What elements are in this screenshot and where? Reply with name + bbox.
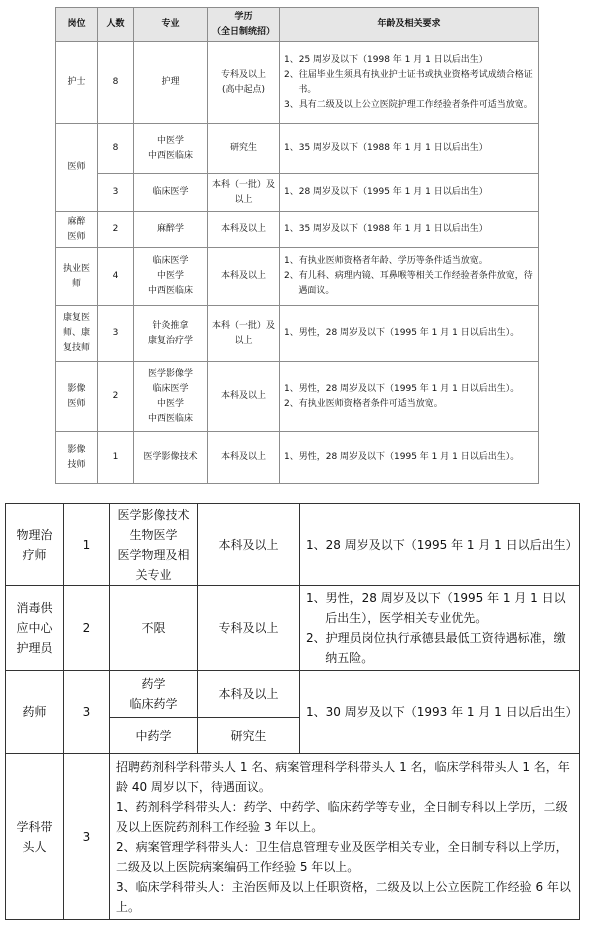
- table-row: [56, 248, 539, 306]
- table-row: [6, 671, 580, 718]
- education-cell: 本科及以上: [198, 504, 300, 586]
- header-major: 专业: [134, 8, 208, 42]
- position-cell: 影像 技师: [56, 432, 98, 484]
- recruitment-table-upper: [55, 7, 539, 484]
- table-row: [6, 754, 580, 920]
- position-cell: 消毒供 应中心 护理员: [6, 586, 64, 671]
- requirements-cell: 招聘药剂科学科带头人 1 名、病案管理科学科带头人 1 名，临床学科带头人 1 名，年龄 40 周岁以下，待遇面议。 1、药剂科学科带头人：药学、中药学、临床药学等专业，全日制专科以上学历，二级及以上医院药剂科工作经验 3 年以上。 2、病案管理学科带头人：卫生信息管理专业及医学相关专业，全日制专科以上学历，二级及以上医院病案编码工作经验 5 年以上。 3、临床学科带头人：主治医师及以上任职资格，二级及以上公立医院工作经验 6 年以上。: [110, 754, 580, 920]
- education-cell: 研究生: [198, 718, 300, 754]
- table-row: [6, 586, 580, 671]
- count-cell: 2: [98, 362, 134, 432]
- position-cell: 物理治 疗师: [6, 504, 64, 586]
- major-cell: 麻醉学: [134, 212, 208, 248]
- major-cell: 中医学 中西医临床: [134, 124, 208, 174]
- requirements-cell: 1、30 周岁及以下（1993 年 1 月 1 日以后出生）: [300, 671, 580, 754]
- major-cell: 中药学: [110, 718, 198, 754]
- major-cell: 临床医学 中医学 中西医临床: [134, 248, 208, 306]
- education-cell: 本科及以上: [208, 248, 280, 306]
- count-cell: 8: [98, 42, 134, 124]
- education-cell: 本科及以上: [198, 671, 300, 718]
- major-cell: 医学影像学 临床医学 中医学 中西医临床: [134, 362, 208, 432]
- major-cell: 临床医学: [134, 174, 208, 212]
- requirements-cell: 1、28 周岁及以下（1995 年 1 月 1 日以后出生）: [280, 174, 539, 212]
- count-cell: 4: [98, 248, 134, 306]
- requirements-cell: 1、男性，28 周岁及以下（1995 年 1 月 1 日以后出生）。 2、有执业医师资格者条件可适当放宽。: [280, 362, 539, 432]
- header-requirements: 年龄及相关要求: [280, 8, 539, 42]
- requirements-cell: 1、男性，28 周岁及以下（1995 年 1 月 1 日以后出生）。: [280, 306, 539, 362]
- count-cell: 2: [98, 212, 134, 248]
- education-cell: 本科及以上: [208, 432, 280, 484]
- position-cell: 影像 医师: [56, 362, 98, 432]
- position-cell: 学科带 头人: [6, 754, 64, 920]
- position-cell: 康复医 师、康 复技师: [56, 306, 98, 362]
- table-row: [56, 306, 539, 362]
- header-position: 岗位: [56, 8, 98, 42]
- education-cell: 专科及以上: [198, 586, 300, 671]
- education-cell: 专科及以上 (高中起点): [208, 42, 280, 124]
- requirements-cell: 1、35 周岁及以下（1988 年 1 月 1 日以后出生）: [280, 212, 539, 248]
- table-row: [56, 42, 539, 124]
- count-cell: 8: [98, 124, 134, 174]
- requirements-cell: 1、有执业医师资格者年龄、学历等条件适当放宽。 2、有儿科、病理内镜、耳鼻喉等相关工作经验者条件放宽，待遇面议。: [280, 248, 539, 306]
- position-cell: 护士: [56, 42, 98, 124]
- header-count: 人数: [98, 8, 134, 42]
- count-cell: 1: [98, 432, 134, 484]
- position-cell: 麻醉 医师: [56, 212, 98, 248]
- position-cell: 医师: [56, 124, 98, 212]
- table-row: [56, 124, 539, 174]
- count-cell: 3: [64, 671, 110, 754]
- table-row: [56, 174, 539, 212]
- header-row: [56, 8, 539, 42]
- recruitment-table-lower: [5, 503, 580, 920]
- count-cell: 3: [98, 174, 134, 212]
- major-cell: 护理: [134, 42, 208, 124]
- table-row: [6, 504, 580, 586]
- requirements-cell: 1、28 周岁及以下（1995 年 1 月 1 日以后出生）: [300, 504, 580, 586]
- table-row: [56, 212, 539, 248]
- major-cell: 针灸推拿 康复治疗学: [134, 306, 208, 362]
- header-education: 学历 （全日制统招）: [208, 8, 280, 42]
- major-cell: 医学影像技术 生物医学 医学物理及相 关专业: [110, 504, 198, 586]
- education-cell: 本科及以上: [208, 212, 280, 248]
- education-cell: 本科及以上: [208, 362, 280, 432]
- requirements-cell: 1、男性，28 周岁及以下（1995 年 1 月 1 日以后出生）。: [280, 432, 539, 484]
- count-cell: 2: [64, 586, 110, 671]
- education-cell: 本科（一批）及 以上: [208, 174, 280, 212]
- count-cell: 3: [98, 306, 134, 362]
- requirements-cell: 1、35 周岁及以下（1988 年 1 月 1 日以后出生）: [280, 124, 539, 174]
- education-cell: 研究生: [208, 124, 280, 174]
- position-cell: 执业医 师: [56, 248, 98, 306]
- count-cell: 1: [64, 504, 110, 586]
- requirements-cell: 1、男性，28 周岁及以下（1995 年 1 月 1 日以后出生），医学相关专业优先。 2、护理员岗位执行承德县最低工资待遇标准，缴纳五险。: [300, 586, 580, 671]
- position-cell: 药师: [6, 671, 64, 754]
- count-cell: 3: [64, 754, 110, 920]
- table-row: [56, 362, 539, 432]
- education-cell: 本科（一批）及 以上: [208, 306, 280, 362]
- major-cell: 药学 临床药学: [110, 671, 198, 718]
- table-row: [56, 432, 539, 484]
- major-cell: 医学影像技术: [134, 432, 208, 484]
- requirements-cell: 1、25 周岁及以下（1998 年 1 月 1 日以后出生） 2、往届毕业生须具有执业护士证书或执业资格考试成绩合格证书。 3、具有二级及以上公立医院护理工作经验者条件可适当放宽。: [280, 42, 539, 124]
- major-cell: 不限: [110, 586, 198, 671]
